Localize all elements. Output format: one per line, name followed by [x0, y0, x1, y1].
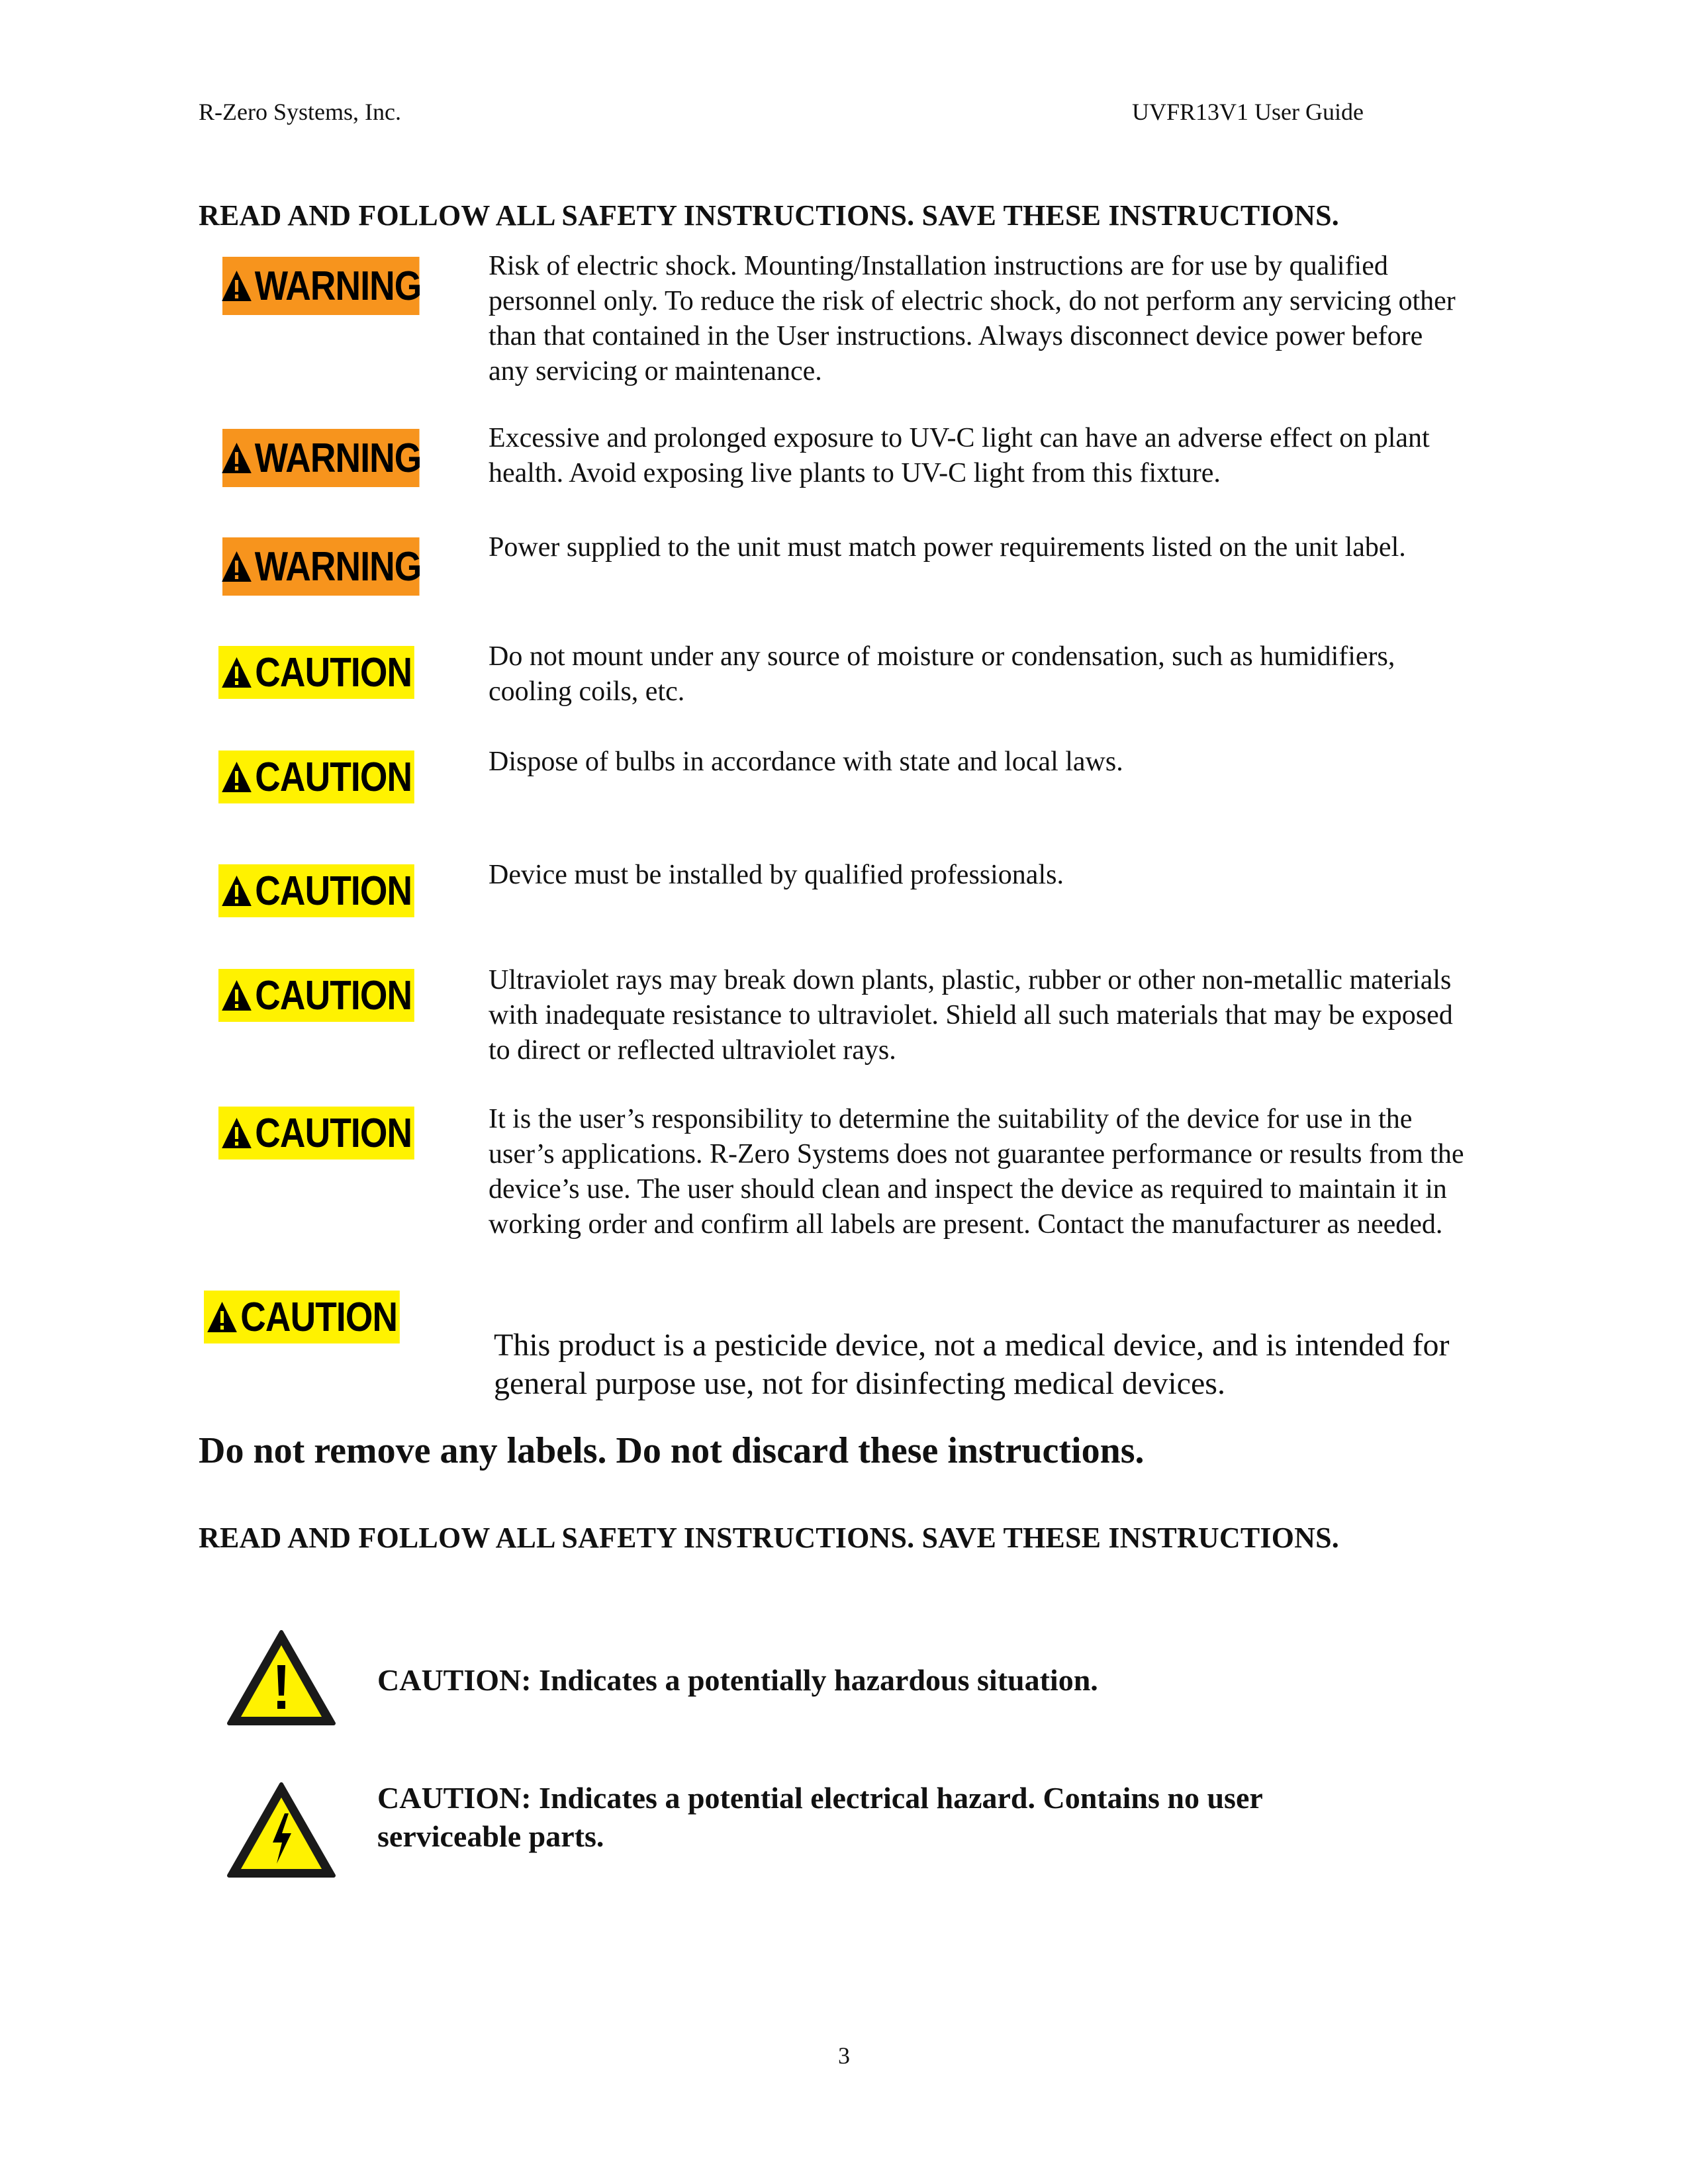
label-text: CAUTION [255, 754, 412, 800]
legend-text: CAUTION: Indicates a potentially hazardous situation. [377, 1663, 1098, 1697]
warning-label [222, 257, 420, 315]
label-text: WARNING [254, 263, 422, 309]
warning-triangle-icon [221, 1116, 253, 1150]
safety-message: Dispose of bulbs in accordance with state and local laws. [489, 747, 1123, 777]
page-number: 3 [838, 2042, 850, 2069]
safety-message: Risk of electric shock. Mounting/Installation instructions are for use by qualified personnel only. To reduce the risk of electric shock, do not perform any servicing other than that contained in the User instructions. Always disconnect device power before any servicing or maintenance. [489, 251, 1456, 387]
warning-triangle-icon [220, 441, 252, 475]
warning-triangle-icon [221, 874, 253, 907]
header-company: R-Zero Systems, Inc. [199, 99, 401, 125]
caution-label [218, 969, 414, 1022]
caution-label [218, 864, 414, 917]
warning-label [222, 429, 420, 487]
caution-label [218, 646, 414, 699]
warning-triangle-icon [221, 656, 253, 689]
label-text: CAUTION [255, 1110, 412, 1156]
warning-triangle-icon [221, 979, 253, 1012]
banner-bottom: READ AND FOLLOW ALL SAFETY INSTRUCTIONS. SAVE THESE INSTRUCTIONS. [199, 1522, 1339, 1554]
warning-triangle-icon [220, 550, 252, 583]
safety-message: Ultraviolet rays may break down plants, plastic, rubber or other non-metallic materials with inadequate resistance to ultraviolet. Shield all such materials that may be exposed to direct or reflected ultraviolet rays. [489, 965, 1453, 1066]
label-text: CAUTION [240, 1294, 398, 1340]
notice-heading: Do not remove any labels. Do not discard these instructions. [199, 1430, 1145, 1471]
electrical-hazard-icon [225, 1780, 338, 1880]
header-doc-title: UVFR13V1 User Guide [1132, 99, 1364, 125]
safety-message: Device must be installed by qualified professionals. [489, 860, 1064, 890]
safety-message: Power supplied to the unit must match power requirements listed on the unit label. [489, 532, 1406, 563]
safety-message: Excessive and prolonged exposure to UV-C light can have an adverse effect on plant health. Avoid exposing live plants to UV-C light from this fixture. [489, 423, 1430, 488]
legend-text: CAUTION: Indicates a potential electrical hazard. Contains no user serviceable parts. [377, 1781, 1262, 1853]
warning-triangle-icon [220, 269, 252, 302]
label-text: CAUTION [255, 649, 412, 696]
caution-label [218, 1107, 414, 1160]
exclamation-warning-icon [225, 1628, 338, 1727]
warning-triangle-icon [221, 760, 253, 794]
label-text: CAUTION [255, 972, 412, 1019]
caution-label [218, 751, 414, 803]
caution-label [204, 1291, 400, 1343]
safety-message: Do not mount under any source of moisture or condensation, such as humidifiers, cooling coils, etc. [489, 641, 1395, 707]
safety-message: It is the user’s responsibility to determine the suitability of the device for use in the user’s applications. R-Zero Systems does not guarantee performance or results from the device’s use. The user should clean and inspect the device as required to maintain it in working order and confirm all labels are present. Contact the manufacturer as needed. [489, 1104, 1464, 1240]
banner-top: READ AND FOLLOW ALL SAFETY INSTRUCTIONS. SAVE THESE INSTRUCTIONS. [199, 199, 1339, 232]
warning-triangle-icon [207, 1300, 238, 1334]
label-text: CAUTION [255, 868, 412, 914]
label-text: WARNING [254, 435, 422, 481]
warning-label [222, 537, 420, 596]
safety-message: This product is a pesticide device, not a medical device, and is intended for general purpose use, not for disinfecting medical devices. [494, 1328, 1450, 1401]
label-text: WARNING [254, 543, 422, 590]
